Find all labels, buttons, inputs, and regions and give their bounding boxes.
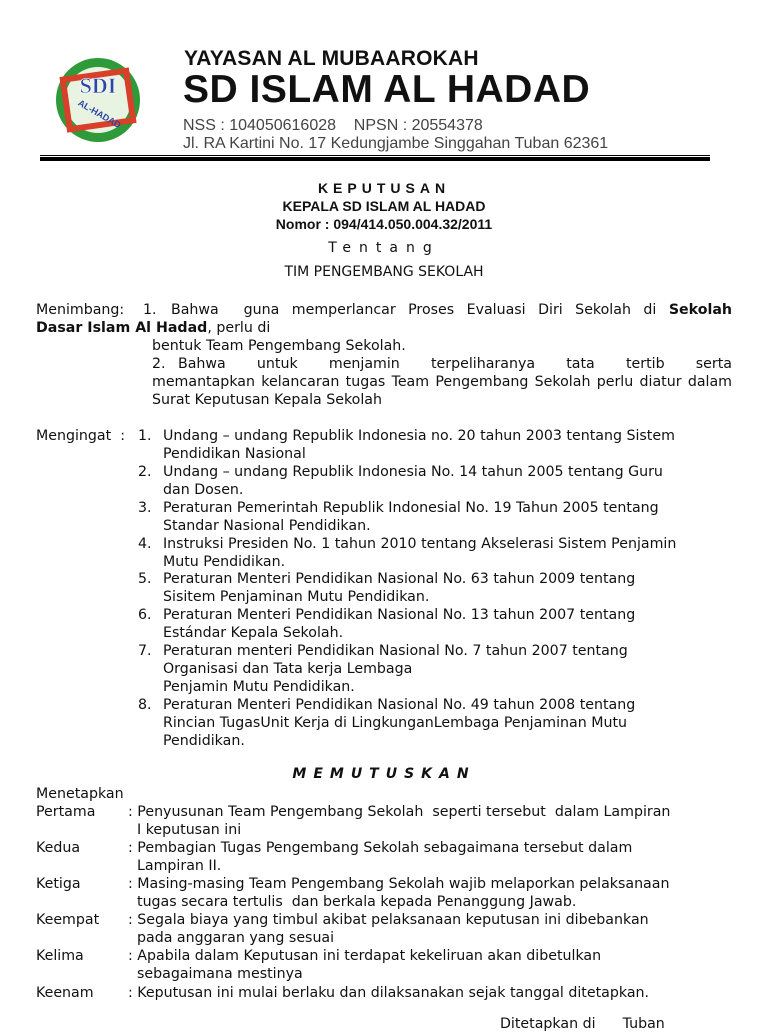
menetapkan-item-text: : Apabila dalam Keputusan ini terdapat kekeliruan akan dibetulkan (128, 948, 602, 964)
letterhead-rule-thick (40, 157, 710, 161)
menetapkan-label: Menetapkan (36, 786, 124, 802)
mengingat-label: Mengingat : (36, 428, 125, 444)
memutuskan-heading: MEMUTUSKAN (292, 766, 476, 782)
menimbang-num-1: 1. (143, 302, 157, 318)
menetapkan-item-label: Kelima (36, 948, 84, 964)
mengingat-item-line: Peraturan Pemerintah Republik Indonesial No. 19 Tahun 2005 tentang (163, 500, 659, 516)
mengingat-item-line: Sisitem Penjaminan Mutu Pendidikan. (163, 589, 430, 605)
mengingat-num: 2. (138, 464, 152, 480)
mengingat-item-line: dan Dosen. (163, 482, 244, 498)
ditetapkan-line: Ditetapkan di Tuban (500, 1016, 665, 1032)
menetapkan-item-text: : Masing-masing Team Pengembang Sekolah wajib melaporkan pelaksanaan (128, 876, 670, 892)
menimbang-item-1-line2: Dasar Islam Al Hadad, perlu di (36, 320, 271, 336)
mengingat-item-line: Penjamin Mutu Pendidikan. (163, 679, 355, 695)
menetapkan-item-label: Kedua (36, 840, 81, 856)
decree-issuer: KEPALA SD ISLAM AL HADAD (282, 198, 486, 214)
mengingat-num: 3. (138, 500, 152, 516)
logo-text-alhadad: AL-HADAD (76, 97, 123, 131)
school-ids: NSS : 104050616028 NPSN : 20554378 (183, 117, 483, 134)
mengingat-item-line: Instruksi Presiden No. 1 tahun 2010 tentang Akselerasi Sistem Penjamin (163, 536, 677, 552)
mengingat-item-line: Undang – undang Republik Indonesia No. 14 tahun 2005 tentang Guru (163, 464, 663, 480)
school-logo (48, 55, 148, 145)
mengingat-item-line: Standar Nasional Pendidikan. (163, 518, 371, 534)
mengingat-item-line: Peraturan Menteri Pendidikan Nasional No. 63 tahun 2009 tentang (163, 571, 636, 587)
mengingat-item-line: Rincian TugasUnit Kerja di LingkunganLembaga Penjaminan Mutu (163, 715, 628, 731)
mengingat-num: 8. (138, 697, 152, 713)
menetapkan-item-cont: I keputusan ini (137, 822, 242, 838)
mengingat-num: 4. (138, 536, 152, 552)
mengingat-item-line: Pendidikan. (163, 733, 245, 749)
menetapkan-item-label: Ketiga (36, 876, 81, 892)
foundation-name: YAYASAN AL MUBAAROKAH (184, 47, 479, 70)
menetapkan-item-cont: sebagaimana mestinya (137, 966, 303, 982)
menetapkan-item-label: Keempat (36, 912, 100, 928)
mengingat-num: 6. (138, 607, 152, 623)
menimbang-label: Menimbang: (36, 302, 125, 318)
menetapkan-item-label: Keenam (36, 985, 94, 1001)
menetapkan-item-text: : Penyusunan Team Pengembang Sekolah seperti tersebut dalam Lampiran (128, 804, 671, 820)
menimbang-item-1-line3: bentuk Team Pengembang Sekolah. (152, 338, 406, 354)
mengingat-item-line: Peraturan Menteri Pendidikan Nasional No. 13 tahun 2007 tentang (163, 607, 636, 623)
tentang-heading: Tentang (328, 240, 440, 256)
menetapkan-item-cont: Lampiran II. (137, 858, 222, 874)
decree-subject: TIM PENGEMBANG SEKOLAH (284, 264, 484, 280)
menetapkan-item-cont: pada anggaran yang sesuai (137, 930, 335, 946)
logo-text-sdi: SDI (79, 73, 117, 98)
mengingat-item-line: Peraturan Menteri Pendidikan Nasional No. 49 tahun 2008 tentang (163, 697, 636, 713)
mengingat-item-line: Undang – undang Republik Indonesia no. 20 tahun 2003 tentang Sistem (163, 428, 675, 444)
mengingat-item-line: Peraturan menteri Pendidikan Nasional No. 7 tahun 2007 tentang (163, 643, 628, 659)
menetapkan-item-label: Pertama (36, 804, 96, 820)
mengingat-item-line: Mutu Pendidikan. (163, 554, 286, 570)
decree-number: Nomor : 094/414.050.004.32/2011 (275, 216, 493, 232)
menetapkan-item-text: : Keputusan ini mulai berlaku dan dilaksanakan sejak tanggal ditetapkan. (128, 985, 650, 1001)
menetapkan-item-cont: tugas secara tertulis dan berkala kepada Penanggung Jawab. (137, 894, 577, 910)
mengingat-item-line: Estándar Kepala Sekolah. (163, 625, 344, 641)
school-address: Jl. RA Kartini No. 17 Kedungjambe Singgahan Tuban 62361 (183, 135, 609, 152)
mengingat-num: 7. (138, 643, 152, 659)
menimbang-num-2: 2. (152, 356, 166, 372)
menetapkan-item-text: : Segala biaya yang timbul akibat pelaksanaan keputusan ini dibebankan (128, 912, 649, 928)
mengingat-num: 5. (138, 571, 152, 587)
school-name: SD ISLAM AL HADAD (183, 68, 591, 111)
letterhead-rule-thin (40, 155, 710, 156)
menimbang-item-2-text: Bahwa untuk menjamin terpeliharanya tata tertib serta memantapkan kelancaran tugas Team Pengembang Sekolah perlu diatur dalam Surat Keputusan Kepala Sekolah (152, 356, 737, 408)
mengingat-item-line: Pendidikan Nasional (163, 446, 306, 462)
menetapkan-item-text: : Pembagian Tugas Pengembang Sekolah sebagaimana tersebut dalam (128, 840, 633, 856)
mengingat-item-line: Organisasi dan Tata kerja Lembaga (163, 661, 413, 677)
decree-heading: KEPUTUSAN (317, 180, 451, 196)
menimbang-item-1-line1: Bahwa guna memperlancar Proses Evaluasi Diri Sekolah di Sekolah (171, 302, 732, 318)
mengingat-num: 1. (138, 428, 152, 444)
